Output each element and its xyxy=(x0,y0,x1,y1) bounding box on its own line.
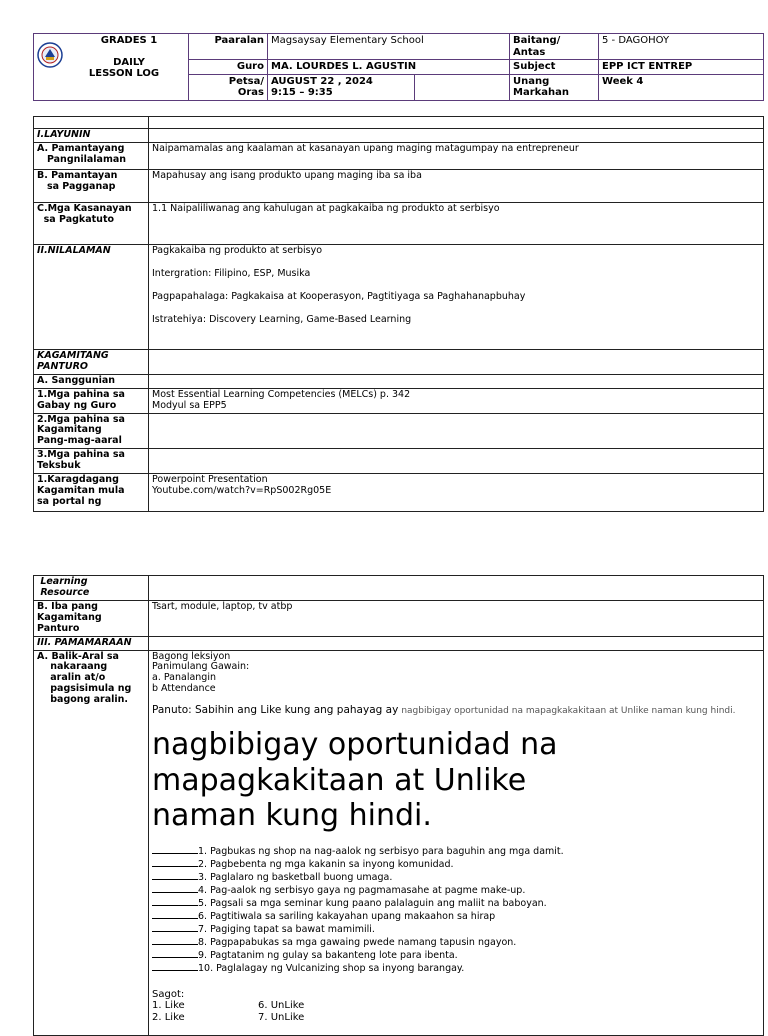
list-item: 1. Pagbukas ng shop na nag-aalok ng serbisyo para baguhin ang mga damit. xyxy=(152,845,760,858)
kasanayan-value: 1.1 Naipaliliwanag ang kahulugan at pagkakaiba ng produkto at serbisyo xyxy=(149,202,764,244)
list-item: 8. Pagpapabukas sa mga gawaing pwede namang tapusin ngayon. xyxy=(152,936,760,949)
list-item: 9. Pagtatanim ng gulay sa bakanteng lote para ibenta. xyxy=(152,949,760,962)
teksbuk-label: 3.Mga pahina sa Teksbuk xyxy=(34,449,149,474)
nilalaman-integration: Intergration: Filipino, ESP, Musika xyxy=(152,267,311,279)
big-directive-text: nagbibigay oportunidad na mapagkakitaan at Unlike naman kung hindi. xyxy=(152,727,558,833)
lesson-table-1 xyxy=(33,116,764,512)
blank-cell xyxy=(149,636,764,650)
iba-pang-value: Tsart, module, laptop, tv atbp xyxy=(149,600,764,636)
blank-cell xyxy=(149,129,764,143)
sanggunian-label: A. Sanggunian xyxy=(34,374,149,388)
nilalaman-istratehiya: Istratehiya: Discovery Learning, Game-Based Learning xyxy=(152,313,412,325)
pangnilalaman-value: Naipamamalas ang kaalaman at kasanayan upang maging matagumpay na entrepreneur xyxy=(149,142,764,169)
balik-aral-content xyxy=(149,650,764,1036)
kasanayan-label: C.Mga Kasanayan sa Pagkatuto xyxy=(34,202,149,244)
sagot-label: Sagot: xyxy=(152,988,185,1000)
nilalaman-label: II.NILALAMAN xyxy=(34,244,149,349)
kagamitan-label: KAGAMITANG PANTURO xyxy=(34,349,149,374)
iba-pang-label: B. Iba pang Kagamitang Panturo xyxy=(34,600,149,636)
attendance: b Attendance xyxy=(152,683,216,695)
list-item: 10. Paglalagay ng Vulcanizing shop sa inyong barangay. xyxy=(152,962,760,975)
petsa-label: Petsa/ Oras xyxy=(189,74,268,100)
pagganap-label: B. Pamantayan sa Pagganap xyxy=(34,169,149,202)
answer-row: 2. Like 7. UnLike xyxy=(152,1011,305,1023)
list-item: 7. Pagiging tapat sa bawat mamimili. xyxy=(152,923,760,936)
gabay-label: 1.Mga pahina sa Gabay ng Guro xyxy=(34,388,149,413)
nilalaman-pagpapahalaga: Pagpapahalaga: Pagkakaisa at Kooperasyon, Pagtitiyaga sa Paghahanapbuhay xyxy=(152,290,526,302)
list-item: 5. Pagsali sa mga seminar kung paano palalaguin ang maliit na baboyan. xyxy=(152,897,760,910)
subject-label: Subject xyxy=(510,60,599,75)
blank-cell xyxy=(149,576,764,601)
blank-cell xyxy=(149,349,764,374)
empty-cell xyxy=(415,74,510,100)
gabay-value: Most Essential Learning Competencies (MELCs) p. 342 Modyul sa EPP5 xyxy=(149,388,764,413)
baitang-label: Baitang/ Antas xyxy=(510,34,599,60)
subject-value: EPP ICT ENTREP xyxy=(599,60,764,75)
deped-seal-icon xyxy=(37,42,63,68)
guro-value: MA. LOURDES L. AGUSTIN xyxy=(268,60,510,75)
pangnilalaman-label: A. Pamantayang Pangnilalaman xyxy=(34,142,149,169)
week-value: Week 4 xyxy=(599,74,764,100)
lesson-log-label: LESSON LOG xyxy=(88,68,160,79)
learning-resource-label: Learning Resource xyxy=(34,576,149,601)
layunin-label: I.LAYUNIN xyxy=(34,129,149,143)
baitang-value: 5 - DAGOHOY xyxy=(599,34,764,60)
nilalaman-value xyxy=(149,244,764,349)
blank-cell xyxy=(149,413,764,449)
blank-cell xyxy=(149,449,764,474)
panuto: Panuto: Sabihin ang Like kung ang pahayag ay nagbibigay oportunidad na mapagkakakitaan at Unlike naman kung hindi. xyxy=(152,704,736,717)
daily-label: DAILY xyxy=(113,56,145,68)
pangmag-label: 2.Mga pahina sa Kagamitang Pang-mag-aaral xyxy=(34,413,149,449)
items-list xyxy=(152,845,760,974)
paaralan-value: Magsaysay Elementary School xyxy=(268,34,510,60)
blank-cell xyxy=(34,117,149,129)
paaralan-label: Paaralan xyxy=(189,34,268,60)
portal-value: Powerpoint Presentation Youtube.com/watch?v=RpS002Rg05E xyxy=(149,474,764,512)
markahan-label: Unang Markahan xyxy=(510,74,599,100)
school-logo-cell xyxy=(34,34,189,101)
list-item: 6. Pagtitiwala sa sariling kakayahan upang makaahon sa hirap xyxy=(152,910,760,923)
header-table xyxy=(33,33,764,101)
answer-row: 1. Like 6. UnLike xyxy=(152,1000,305,1012)
nilalaman-topic: Pagkakaiba ng produkto at serbisyo xyxy=(152,244,323,256)
list-item: 4. Pag-aalok ng serbisyo gaya ng pagmamasahe at pagme make-up. xyxy=(152,884,760,897)
grades-label: GRADES 1 xyxy=(100,35,158,46)
blank-cell xyxy=(149,117,764,129)
blank-cell xyxy=(149,374,764,388)
pagganap-value: Mapahusay ang isang produkto upang maging iba sa iba xyxy=(149,169,764,202)
panalangin: a. Panalangin xyxy=(152,672,216,684)
pamamaraan-label: III. PAMAMARAAN xyxy=(34,636,149,650)
balik-aral-label: A. Balik-Aral sa nakaraang aralin at/o pagsisimula ng bagong aralin. xyxy=(34,650,149,1036)
list-item: 3. Paglalaro ng basketball buong umaga. xyxy=(152,871,760,884)
bagong-leksiyon: Bagong leksiyon xyxy=(152,650,231,662)
panimulang-gawain: Panimulang Gawain: xyxy=(152,661,250,673)
list-item: 2. Pagbebenta ng mga kakanin sa inyong komunidad. xyxy=(152,858,760,871)
portal-label: 1.Karagdagang Kagamitan mula sa portal ng xyxy=(34,474,149,512)
date-time-value: AUGUST 22 , 2024 9:15 – 9:35 xyxy=(268,74,415,100)
lesson-table-2 xyxy=(33,575,764,1036)
guro-label: Guro xyxy=(189,60,268,75)
